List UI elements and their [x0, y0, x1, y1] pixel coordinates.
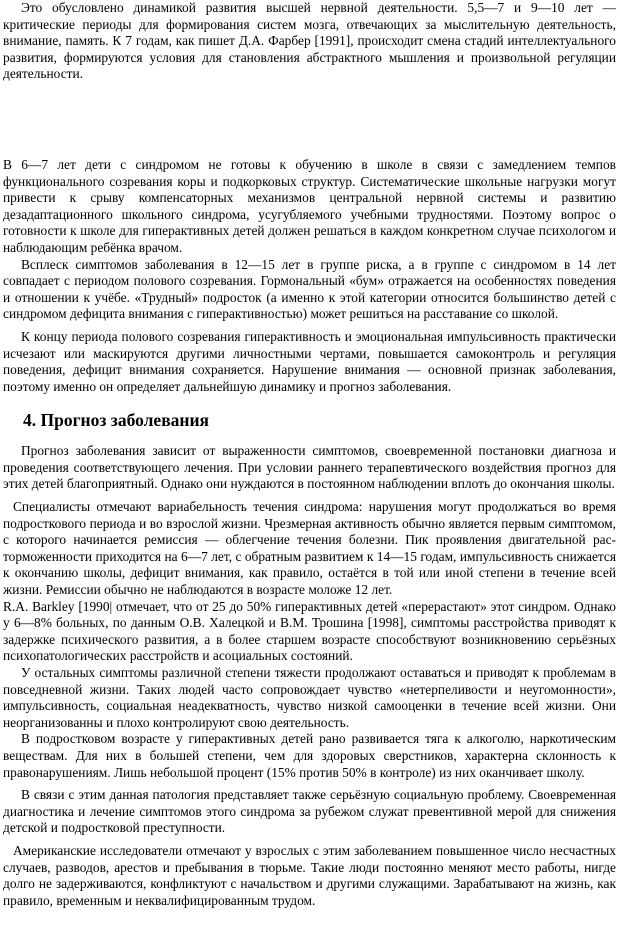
paragraph-social-problem: В связи с этим данная патология представляет также серьёзную социальную проблему. Своевременная диагностика и лечение симптомов этого синдрома за рубежом служат превентивной мерой для снижения детской и подростковой преступности.: [3, 787, 616, 836]
paragraph-school-readiness: В 6—7 лет дети с синдромом не готовы к обучению в школе в связи с замедлением темпов функционального созревания коры и подкорковых структур. Систематические школьные нагрузки могут привести к срыву компенсаторных механизмов центральной нервной системы и развитию дезадаптационного школьного синдрома, усугубляемого учебными трудностями. Поэтому вопрос о готовности к школе для гиперактивных детей должен решаться в каждом конкретном случае психологом и наблюдающим ребёнка врачом.: [3, 156, 616, 255]
paragraph-adolescent-risks: В подростковом возрасте у гиперактивных детей рано развивается тяга к алкоголю, наркотическим веществам. Для них в большей степени, чем для здоровых сверстников, характерна склонность к правонарушениям. Лишь небольшой процент (15% против 50% в контроле) из них оканчивает школу.: [3, 731, 616, 780]
paragraph-end-of-puberty: К концу периода полового созревания гиперактивность и эмоциональная импульсивность практически исчезают или маскируются другими личностными чертами, повышается самоконтроль и регуляция поведения, дефицит внимания сохраняется. Нарушение внимания — основной признак заболевания, поэтому именно он определяет дальнейшую динамику и прогноз заболевания.: [3, 328, 616, 394]
paragraph-remaining-symptoms: У остальных симптомы различной степени тяжести продолжают оставаться и приводят к проблемам в повседневной жизни. Таких людей часто сопровождает чувство «нетерпеливости и неугомонности», импульсивность, социальная неадекватность, чувство низкой самооценки в течение всей жизни. Они неорганизованны и плохо контролируют свою деятельность.: [3, 665, 616, 730]
paragraph-prognosis-factors: Прогноз заболевания зависит от выраженности симптомов, своевременной постановки диагноза и проведения соответствующего лечения. При условии раннего терапевтического воздействия прогноз для этих детей благоприятный. Однако они нуждаются в постоянном наблюдении вплоть до окончания школы.: [3, 443, 616, 492]
paragraph-puberty-surge: Всплеск симптомов заболевания в 12—15 лет в группе риска, а в группе с синдромом в 14 лет совпадает с периодом полового созревания. Гормональный «бум» отражается на особенностях поведения и отношении к учёбе. «Трудный» подросток (а именно к этой категории относится большинство детей с синдромом дефицита внимания с гиперактивностью) может решиться на расставание со школой.: [3, 256, 616, 322]
paragraph-barkley: R.A. Barkley [1990| отмечает, что от 25 до 50% гиперактивных детей «перерастают» этот синдром. Однако у 6—8% больных, по данным О.В. Халецкой и В.М. Трошина [1998], симптомы расстройства приводят к задержке психического развития, а в более старшем возрасте способствуют возникновению серьёзных психопатологических расстройств и асоциальных состояний.: [3, 598, 616, 664]
document-page: [3, 0, 616, 909]
section-heading-prognosis: 4. Прогноз заболевания: [23, 410, 210, 431]
paragraph-american-research: Американские исследователи отмечают у взрослых с этим заболеванием повышенное число несчастных случаев, разводов, арестов и пребывания в тюрьме. Такие люди постоянно меняют место работы, нигде долго не задерживаются, конфликтуют с начальством и другими служащими. Зарабатывают на жизнь, как правило, временным и неквалифицированным трудом.: [3, 842, 616, 908]
paragraph-course-variability: Специалисты отмечают вариабельность течения синдрома: нарушения могут продолжаться во время подросткового периода и во взрослой жизни. Чрезмерная активность обычно является первым симптомом, с которого начинается ремиссия — облегчение течения болезни. Пик проявления двигательной рас-торможенности приходится на 6—7 лет, с обратным развитием к 14—15 годам, импульсивность снижается к окончанию школы, дефицит внимания, как правило, остаётся в той или иной степени в течение всей жизни. Ремиссии обычно не наблюдаются в возрасте моложе 12 лет.: [3, 499, 616, 598]
paragraph-higher-nervous-activity: Это обусловлено динамикой развития высшей нервной деятельности. 5,5—7 и 9—10 лет — критические периоды для формирования систем мозга, отвечающих за мыслительную деятельность, внимание, память. К 7 годам, как пишет Д.А. Фарбер [1991], происходит смена стадий интеллектуального развития, формируются условия для становления абстрактного мышления и произвольной регуляции деятельности.: [3, 0, 616, 82]
